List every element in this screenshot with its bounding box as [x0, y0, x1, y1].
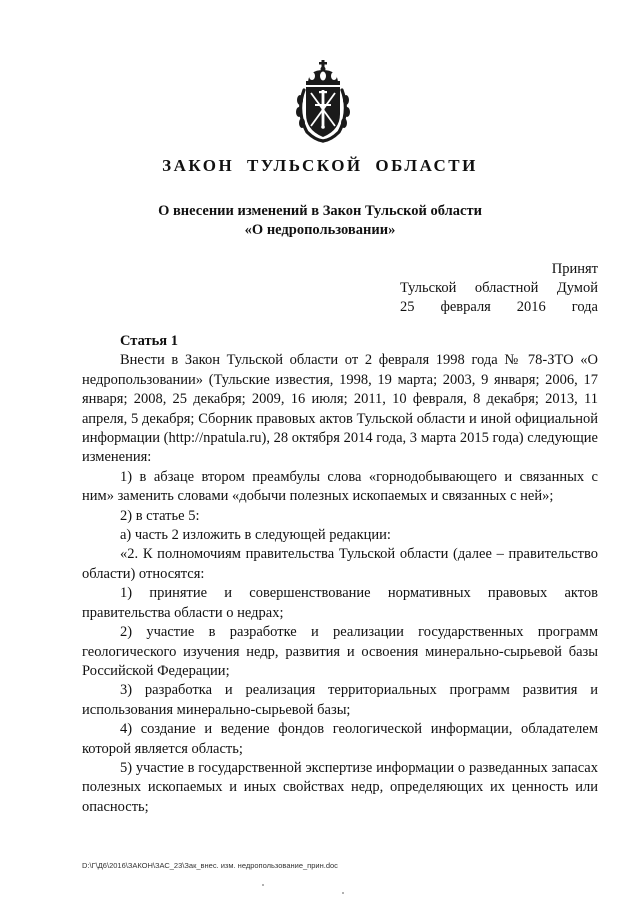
paragraph-item-2: 2) в статье 5:	[120, 507, 200, 524]
paragraph-part-2: «2. К полномочиям правительства Тульской области (далее – правительство области) относятся:	[82, 546, 598, 582]
adoption-block	[400, 260, 598, 317]
scan-speck	[342, 892, 344, 894]
scan-speck	[262, 884, 264, 886]
paragraph-power-5: 5) участие в государственной экспертизе информации о разведанных запасах полезных ископаемых и иных свойствах недр, определяющих их ценность или опасность;	[82, 759, 598, 815]
file-path-footer: D:\Г\Д6\2016\ЗАКОН\ЗАС_23\Зак_внес. изм. недропользование_прин.doc	[82, 861, 338, 870]
paragraph-item-2a: а) часть 2 изложить в следующей редакции:	[120, 527, 391, 544]
paragraph-item-1: 1) в абзаце втором преамбулы слова «горнодобывающего и связанных с ним» заменить словами «добычи полезных ископаемых и связанных с ней»;	[82, 468, 598, 505]
adoption-line-2: Тульской областной Думой	[400, 280, 598, 296]
law-subtitle-line-2: «О недропользовании»	[244, 222, 396, 238]
paragraph-power-1: 1) принятие и совершенствование нормативных правовых актов правительства области о недрах;	[82, 585, 598, 621]
paragraph-preamble: Внести в Закон Тульской области от 2 февраля 1998 года № 78-ЗТО «О недропользовании» (Тульские известия, 1998, 19 марта; 2003, 9 января; 2006, 17 января; 2008, 25 декабря; 2009, 16 июля; 2011, 10 февраля, 8 декабря; 2013, 11 апреля, 5 декабря; Сборник правовых актов Тульской области и иной официальной информации (http://npatula.ru), 28 октября 2014 года, 3 марта 2015 года) следующие изменения:	[82, 352, 598, 466]
paragraph-power-3: 3) разработка и реализация территориальных программ развития и использования минерально-сырьевой базы;	[82, 682, 598, 718]
law-title: ЗАКОН ТУЛЬСКОЙ ОБЛАСТИ	[162, 156, 478, 175]
crown-icon	[306, 60, 340, 85]
paragraph-power-4: 4) создание и ведение фондов геологической информации, обладателем которой является область;	[82, 721, 598, 757]
adoption-line-1: Принят	[551, 261, 598, 277]
law-subtitle	[0, 202, 640, 240]
paragraph-power-2: 2) участие в разработке и реализации государственных программ геологического изучения недр, развития и освоения минерально-сырьевой базы Российской Федерации;	[82, 624, 598, 679]
article-heading: Статья 1	[120, 333, 178, 349]
adoption-date: 25 февраля 2016 года	[400, 299, 598, 315]
coat-of-arms-icon	[295, 60, 351, 144]
document-body	[82, 332, 598, 817]
shield-icon	[306, 87, 340, 137]
law-subtitle-line-1: О внесении изменений в Закон Тульской области	[158, 203, 482, 219]
